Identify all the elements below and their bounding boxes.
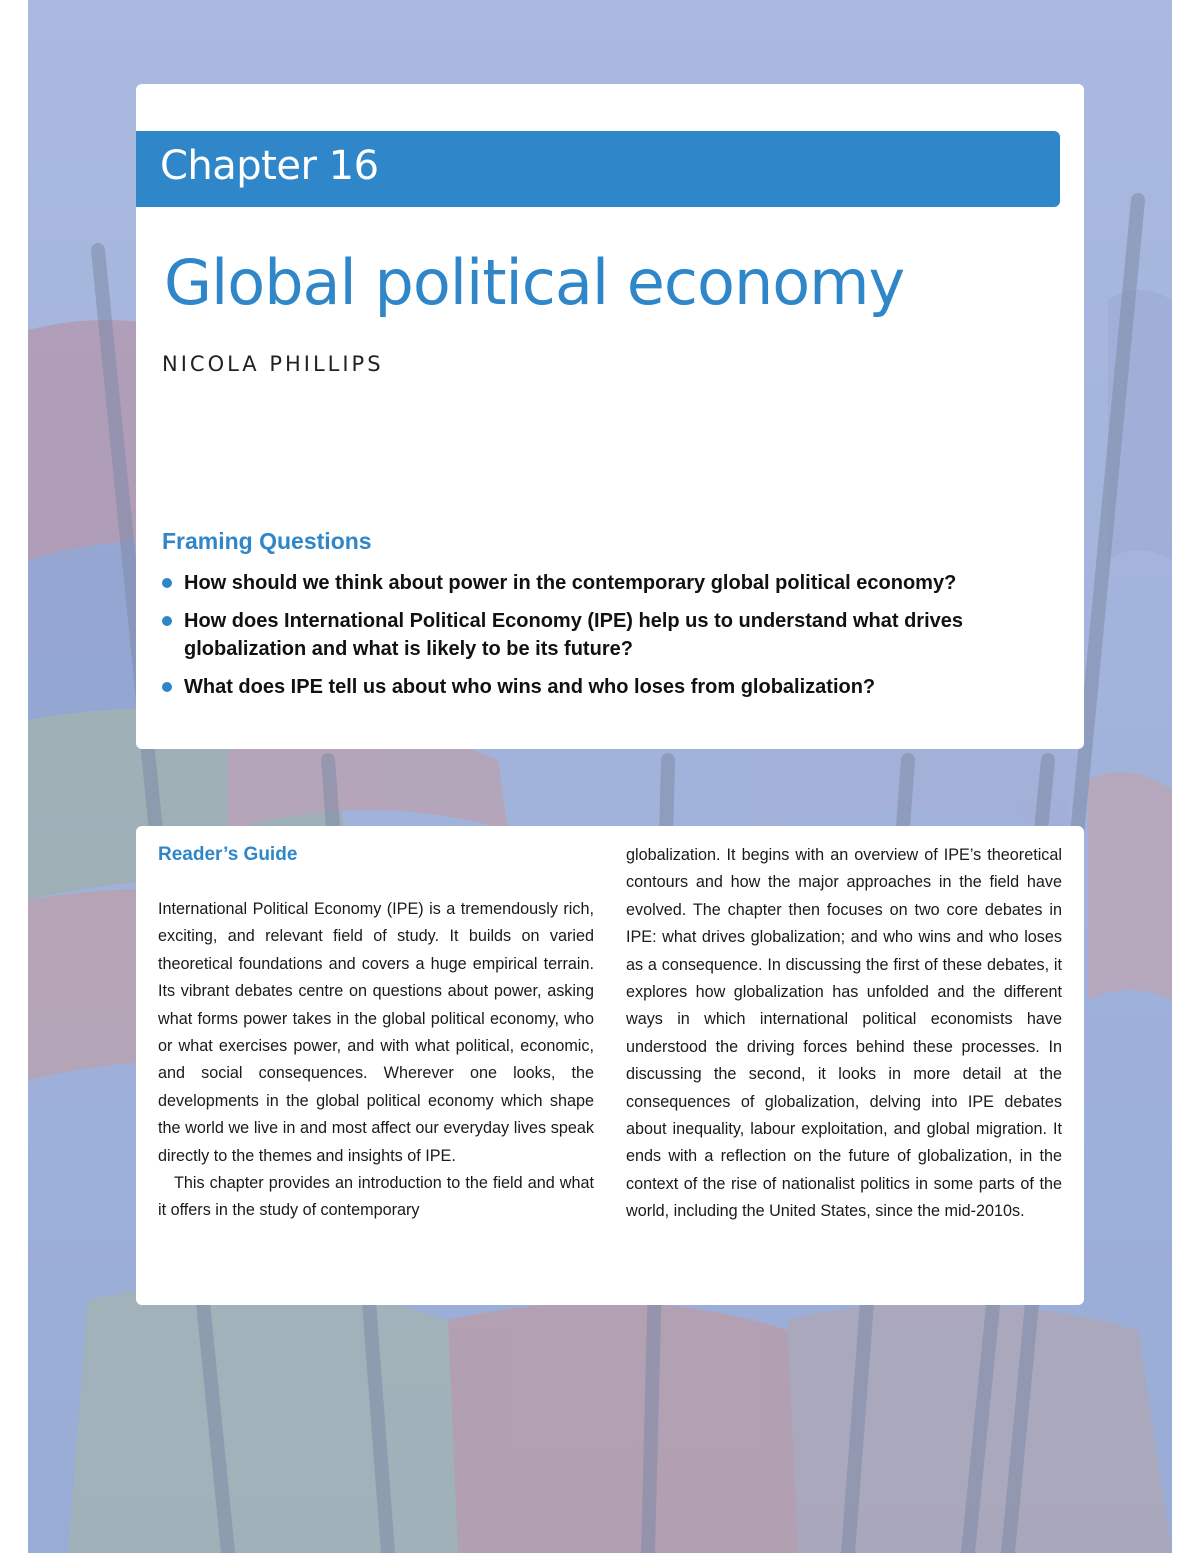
readers-guide-paragraph: International Political Economy (IPE) is a tremendously rich, exciting, and relevant field of study. It builds on varied theoretical foundations and covers a huge empirical terrain. Its vibrant debates centre on questions about power, asking what forms power takes in the global political economy, who or what exercises power, and with what political, economic, and social consequences. Wherever one looks, the developments in the global political economy which shape the world we live in and most affect our everyday lives speak directly to the themes and insights of IPE.: [158, 900, 594, 1165]
readers-guide-right-column: [626, 842, 1062, 1226]
readers-guide-paragraph-continued: globalization. It begins with an overview of IPE’s theoretical contours and how the major approaches in the field have evolved. The chapter then focuses on two core debates in IPE: what drives globalization; and who wins and who loses as a consequence. In discussing the first of these debates, it explores how globalization has unfolded and the different ways in which international political economists have understood the driving forces behind these processes. In discussing the second, it looks in more detail at the consequences of globalization, delving into IPE debates about inequality, labour exploitation, and global migration. It ends with a reflection on the future of globalization, in the context of the rise of nationalist politics in some parts of the world, including the United States, since the mid-2010s.: [626, 846, 1062, 1221]
framing-question-text: How does International Political Economy (IPE) help us to understand what drives globalization and what is likely to be its future?: [184, 610, 964, 660]
framing-question: [162, 673, 1042, 701]
framing-question: [162, 569, 1042, 597]
readers-guide-card: [136, 826, 1084, 1305]
chapter-title: Global political economy: [164, 246, 905, 319]
bullet-icon: [162, 616, 172, 626]
readers-guide-heading: Reader’s Guide: [158, 844, 298, 865]
author-name: NICOLA PHILLIPS: [162, 352, 384, 376]
framing-question-text: How should we think about power in the contemporary global political economy?: [184, 572, 957, 594]
readers-guide-paragraph: This chapter provides an introduction to the field and what it offers in the study of contemporary: [158, 1174, 594, 1220]
readers-guide-left-column: [158, 896, 594, 1225]
framing-questions-list: [162, 569, 1042, 711]
chapter-label: Chapter 16: [160, 143, 379, 189]
bullet-icon: [162, 682, 172, 692]
bullet-icon: [162, 578, 172, 588]
framing-question: [162, 607, 1042, 663]
chapter-band: [136, 131, 1060, 207]
title-card: [136, 84, 1084, 749]
framing-questions-heading: Framing Questions: [162, 528, 372, 554]
framing-question-text: What does IPE tell us about who wins and who loses from globalization?: [184, 676, 876, 698]
